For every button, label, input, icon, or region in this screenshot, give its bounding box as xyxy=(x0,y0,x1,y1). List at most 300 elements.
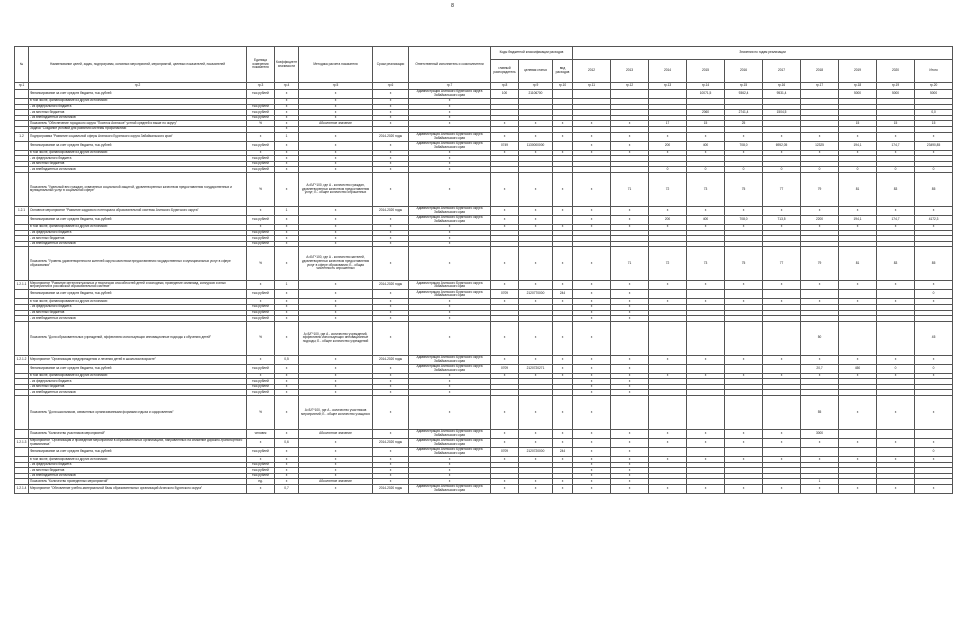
table-cell: х xyxy=(915,299,953,305)
table-cell: 73 xyxy=(687,247,725,281)
table-cell: х xyxy=(519,281,553,290)
table-cell: х xyxy=(553,396,573,430)
table-cell: х xyxy=(299,457,373,463)
table-cell: 0 xyxy=(877,364,915,373)
table-cell: х xyxy=(373,430,409,439)
table-cell xyxy=(553,90,573,99)
table-cell: х xyxy=(299,141,373,150)
table-cell: х xyxy=(573,355,611,364)
table-cell: х xyxy=(373,224,409,230)
row-name-cell: Подпрограмма "Развитие социальной сферы Агинского Бурятского округа Забайкальского края" xyxy=(29,132,247,141)
table-cell: х xyxy=(373,99,409,105)
table-cell: Администрация Агинского бурятского округа Забайкальского края xyxy=(409,90,491,99)
table-cell: % xyxy=(247,121,275,127)
table-cell: 9531,4 xyxy=(763,90,801,99)
table-cell xyxy=(687,321,725,355)
table-cell: 0 xyxy=(915,290,953,299)
table-cell: х xyxy=(649,206,687,215)
table-cell: х xyxy=(247,281,275,290)
table-cell: х xyxy=(611,439,649,448)
table-cell: х xyxy=(553,457,573,463)
table-cell: Абсолютное значение xyxy=(299,121,373,127)
table-cell: 50 xyxy=(801,321,839,355)
table-cell xyxy=(877,448,915,457)
table-cell: 0,0 xyxy=(915,110,953,116)
table-cell: х xyxy=(275,299,299,305)
table-cell: х xyxy=(839,299,877,305)
header-year: 2020 xyxy=(877,60,915,83)
table-cell: Абсолютное значение xyxy=(299,479,373,485)
table-cell: х xyxy=(687,206,725,215)
row-number-cell: 1.2.1 xyxy=(15,206,29,215)
row-name-cell: - из местных бюджетов xyxy=(29,468,247,474)
table-cell: 0709 xyxy=(491,290,519,299)
table-cell xyxy=(611,321,649,355)
header-budget-codes: Коды бюджетной классификации расходов xyxy=(491,47,573,60)
table-cell: 1 xyxy=(275,206,299,215)
table-cell: х xyxy=(409,310,491,316)
table-cell: х xyxy=(573,290,611,299)
table-cell: х xyxy=(519,206,553,215)
table-cell: х xyxy=(839,206,877,215)
header-grbs: главный распорядитель xyxy=(491,60,519,83)
table-cell: Администрация Агинского Бурятского округа Забайкальского края xyxy=(409,215,491,224)
table-cell: х xyxy=(275,316,299,322)
table-cell: х xyxy=(299,206,373,215)
table-cell: х xyxy=(409,316,491,322)
table-cell: тыс.рублей xyxy=(247,448,275,457)
table-row xyxy=(15,215,953,224)
table-cell xyxy=(611,396,649,430)
table-cell xyxy=(839,430,877,439)
table-cell: х xyxy=(611,299,649,305)
table-cell: х xyxy=(611,290,649,299)
table-cell: х xyxy=(877,355,915,364)
table-cell: х xyxy=(373,462,409,468)
table-cell: 15 xyxy=(687,121,725,127)
table-cell: 244 xyxy=(553,448,573,457)
row-number-cell: 1.2.1.1 xyxy=(15,281,29,290)
table-cell: х xyxy=(839,355,877,364)
table-cell: 15 xyxy=(915,121,953,127)
table-cell: 708,0 xyxy=(725,215,763,224)
table-cell: х xyxy=(409,373,491,379)
table-cell: 1130000000 xyxy=(519,141,553,150)
table-cell: х xyxy=(275,321,299,355)
table-cell: 0 xyxy=(649,167,687,173)
table-cell: х xyxy=(299,132,373,141)
table-cell: х xyxy=(409,172,491,206)
table-cell: х xyxy=(649,132,687,141)
table-cell: х xyxy=(801,132,839,141)
column-number: гр.15 xyxy=(725,83,763,90)
row-name-cell: Показатель "Обеспечение городского округа "Поселок Агинское" устной средней и выше по округу" xyxy=(29,121,247,127)
table-cell: х xyxy=(373,473,409,479)
table-cell: х xyxy=(687,485,725,494)
table-cell: Администрация Агинского Бурятского округа Забайкальского края xyxy=(409,448,491,457)
row-number-cell xyxy=(15,290,29,299)
table-cell: х xyxy=(373,172,409,206)
row-name-cell: - из внебюджетных источников xyxy=(29,241,247,247)
table-cell: х xyxy=(725,281,763,290)
table-cell: х xyxy=(611,373,649,379)
table-cell: х xyxy=(247,224,275,230)
table-cell: тыс.рублей xyxy=(247,316,275,322)
table-cell: х xyxy=(649,485,687,494)
table-cell: х xyxy=(247,299,275,305)
table-cell: х xyxy=(763,439,801,448)
row-number-cell xyxy=(15,141,29,150)
table-cell: х xyxy=(275,126,299,132)
table-cell: 0 xyxy=(687,167,725,173)
table-cell: 2060 xyxy=(687,110,725,116)
table-cell: х xyxy=(373,316,409,322)
table-cell: х xyxy=(573,316,611,322)
table-cell: х xyxy=(725,299,763,305)
table-cell: 0,5 xyxy=(275,355,299,364)
table-cell: х xyxy=(373,90,409,99)
table-cell: х xyxy=(409,396,491,430)
row-name-cell: Показатель "Удельный вес граждан, охваченных социальной защитой, удовлетворенных качеством предоставления государственных и муниципальных услуг в социальной сфере" xyxy=(29,172,247,206)
table-cell: х xyxy=(491,121,519,127)
column-number: гр.4 xyxy=(275,83,299,90)
row-name-cell: в том числе, финансирование из других источников: xyxy=(29,150,247,156)
table-cell: х xyxy=(801,485,839,494)
table-cell: х xyxy=(373,121,409,127)
table-cell xyxy=(687,364,725,373)
table-row xyxy=(15,448,953,457)
column-number: гр.12 xyxy=(611,83,649,90)
table-cell: х xyxy=(373,321,409,355)
table-cell xyxy=(877,290,915,299)
table-cell: Администрация Агинского Бурятского округа Забайкальского края xyxy=(409,290,491,299)
header-year: 2012 xyxy=(573,60,611,83)
table-cell: 45 xyxy=(915,321,953,355)
table-cell: х xyxy=(373,457,409,463)
table-cell: 81 xyxy=(839,247,877,281)
table-cell: х xyxy=(915,355,953,364)
table-cell: ед. xyxy=(247,479,275,485)
table-cell: х xyxy=(299,99,373,105)
table-cell: тыс.рублей xyxy=(247,104,275,110)
table-cell: х xyxy=(409,299,491,305)
row-name-cell: Мероприятие "Развитие интеллектуальных и творческих способностей детей и молодежи, проведение олимпиад, конкурсов и иных мероприятий в российской образовательной системе" xyxy=(29,281,247,290)
table-cell: х xyxy=(553,150,573,156)
table-cell: х xyxy=(573,396,611,430)
table-cell: х xyxy=(275,384,299,390)
table-cell: 2014-2020 годы xyxy=(373,355,409,364)
table-cell: х xyxy=(611,304,649,310)
table-cell: х xyxy=(573,479,611,485)
table-cell xyxy=(649,321,687,355)
table-cell: х xyxy=(275,310,299,316)
table-cell: х xyxy=(611,448,649,457)
table-cell: х xyxy=(573,172,611,206)
table-cell: х xyxy=(299,104,373,110)
table-cell xyxy=(725,290,763,299)
column-number: гр.10 xyxy=(553,83,573,90)
table-cell: х xyxy=(915,373,953,379)
header-vr: вид расходов xyxy=(553,60,573,83)
table-cell: человек xyxy=(247,430,275,439)
table-cell: 2120720271 xyxy=(519,364,553,373)
table-cell: х xyxy=(649,373,687,379)
table-cell: х xyxy=(763,355,801,364)
table-cell: х xyxy=(491,224,519,230)
table-cell xyxy=(915,430,953,439)
header-coef: Коэффициент значимости xyxy=(275,47,299,83)
row-name-cell: Финансирование за счет средств бюджета, тыс.рублей xyxy=(29,364,247,373)
table-cell: тыс.рублей xyxy=(247,304,275,310)
table-cell: х xyxy=(611,141,649,150)
table-cell: 0 xyxy=(915,448,953,457)
table-cell: х xyxy=(491,247,519,281)
table-cell: х xyxy=(491,215,519,224)
table-cell: х xyxy=(409,304,491,310)
table-cell: Администрация Агинского Бурятского округа Забайкальского края xyxy=(409,485,491,494)
column-number-row xyxy=(15,83,953,90)
row-name-cell: Финансирование за счет средств бюджета, тыс.рублей xyxy=(29,90,247,99)
table-cell: тыс.рублей xyxy=(247,141,275,150)
row-number-cell: 1.2 xyxy=(15,132,29,141)
table-cell: х xyxy=(573,379,611,385)
table-cell: х xyxy=(611,379,649,385)
row-number-cell xyxy=(15,247,29,281)
row-name-cell: Задача "Создание условий для развития системы профилактики xyxy=(29,126,247,132)
table-cell: х xyxy=(573,310,611,316)
column-number: гр.7 xyxy=(409,83,491,90)
table-cell: х xyxy=(247,206,275,215)
table-cell: х xyxy=(275,479,299,485)
table-cell: х xyxy=(409,479,491,485)
table-cell: х xyxy=(299,310,373,316)
table-cell: 77 xyxy=(763,247,801,281)
table-cell: х xyxy=(373,110,409,116)
table-cell: х xyxy=(275,430,299,439)
table-cell: х xyxy=(373,161,409,167)
row-name-cell: Мероприятие "Организация и проведение мероприятий в образовательных организациях, направленных на снижение дорожно-транспортного травматизма" xyxy=(29,439,247,448)
table-cell: А=Б/Г*100, где А - количество участников мероприятий; Б - общее количество учащихся xyxy=(299,396,373,430)
table-cell: 0709 xyxy=(491,448,519,457)
table-cell: 0749 xyxy=(491,141,519,150)
table-cell: 75 xyxy=(725,172,763,206)
table-cell: х xyxy=(763,430,801,439)
table-cell: 1 xyxy=(801,479,839,485)
table-cell: х xyxy=(877,299,915,305)
table-cell: х xyxy=(409,99,491,105)
table-cell: х xyxy=(491,396,519,430)
table-cell: х xyxy=(275,448,299,457)
row-name-cell: Мероприятие "Обновление учебно-материальной базы образовательных организаций Агинского Бурятского округа" xyxy=(29,485,247,494)
table-cell: х xyxy=(373,390,409,396)
table-cell: х xyxy=(763,457,801,463)
table-cell: х xyxy=(553,132,573,141)
table-cell: х xyxy=(877,457,915,463)
table-cell: х xyxy=(573,473,611,479)
table-cell: Абсолютное значение xyxy=(299,430,373,439)
table-cell: Администрация Агинского Бурятского округа Забайкальского края xyxy=(409,364,491,373)
table-cell: х xyxy=(299,224,373,230)
table-cell: тыс.рублей xyxy=(247,379,275,385)
row-number-cell xyxy=(15,430,29,439)
table-cell: х xyxy=(409,230,491,236)
table-cell xyxy=(725,321,763,355)
row-name-cell: - из местных бюджетов xyxy=(29,310,247,316)
table-row xyxy=(15,132,953,141)
table-cell: 20,7 xyxy=(801,364,839,373)
table-cell: 2120770000 xyxy=(519,290,553,299)
table-cell: х xyxy=(299,384,373,390)
table-cell: 1504,5 xyxy=(763,110,801,116)
table-cell: 2200 xyxy=(801,215,839,224)
table-cell: х xyxy=(373,479,409,485)
table-cell: х xyxy=(519,247,553,281)
table-cell: х xyxy=(611,479,649,485)
table-cell: х xyxy=(299,299,373,305)
table-cell: 72 xyxy=(649,247,687,281)
table-cell: х xyxy=(275,110,299,116)
table-cell: х xyxy=(299,390,373,396)
table-cell: х xyxy=(687,439,725,448)
column-number: гр.14 xyxy=(687,83,725,90)
row-name-cell: Показатель "Уровень удовлетворенности жителей округа качеством предоставления государственных и муниципальных услуг в сфере образования" xyxy=(29,247,247,281)
row-name-cell: в том числе, финансирование из других источников: xyxy=(29,457,247,463)
table-cell xyxy=(801,90,839,99)
table-cell: х xyxy=(611,150,649,156)
table-cell: х xyxy=(553,364,573,373)
table-cell: Администрация Агинского Бурятского округа Забайкальского края xyxy=(409,132,491,141)
table-cell: х xyxy=(725,355,763,364)
table-cell: 9362,4 xyxy=(725,90,763,99)
table-cell: х xyxy=(373,373,409,379)
table-cell: 72 xyxy=(649,172,687,206)
row-name-cell: Мероприятие "Организация предупреждения и лечения детей в школьном возрасте" xyxy=(29,355,247,364)
row-number-cell xyxy=(15,90,29,99)
table-cell: х xyxy=(247,373,275,379)
table-cell: х xyxy=(763,224,801,230)
table-cell: х xyxy=(573,448,611,457)
table-cell: х xyxy=(247,150,275,156)
row-name-cell: в том числе, финансирование из других источников: xyxy=(29,99,247,105)
table-cell: 0 xyxy=(839,167,877,173)
table-cell: х xyxy=(409,224,491,230)
table-cell: Администрация Агинского Бурятского округа Забайкальского края xyxy=(409,206,491,215)
table-cell: 0709 xyxy=(491,364,519,373)
table-cell: х xyxy=(649,430,687,439)
header-period: Сроки реализации xyxy=(373,47,409,83)
table-cell: х xyxy=(649,150,687,156)
row-number-cell xyxy=(15,172,29,206)
table-cell: х xyxy=(553,321,573,355)
table-cell: х xyxy=(687,299,725,305)
header-year: 2014 xyxy=(649,60,687,83)
table-cell: х xyxy=(877,396,915,430)
table-row xyxy=(15,290,953,299)
table-cell: 6952,05 xyxy=(763,141,801,150)
row-number-cell xyxy=(15,215,29,224)
table-cell: х xyxy=(299,215,373,224)
column-number: гр.5 xyxy=(299,83,373,90)
table-cell: х xyxy=(275,215,299,224)
table-row xyxy=(15,321,953,355)
table-cell: х xyxy=(611,121,649,127)
table-cell: х xyxy=(573,304,611,310)
table-cell: х xyxy=(247,485,275,494)
table-cell: А=Б/Г*100, где А - количество жителей, удовлетворенных качеством предоставления услуг в сфере образования; Б - общая численность опрошенных xyxy=(299,247,373,281)
table-cell: х xyxy=(573,141,611,150)
table-cell: х xyxy=(839,373,877,379)
table-cell: х xyxy=(801,457,839,463)
table-cell: х xyxy=(915,224,953,230)
header-year: 2017 xyxy=(763,60,801,83)
table-cell: 0,6 xyxy=(275,439,299,448)
table-cell: х xyxy=(519,224,553,230)
table-cell: х xyxy=(915,485,953,494)
table-cell: х xyxy=(573,439,611,448)
table-cell: 5000 xyxy=(877,90,915,99)
row-name-cell: в том числе, финансирование из других источников: xyxy=(29,299,247,305)
table-cell: тыс.рублей xyxy=(247,156,275,162)
table-cell: 71 xyxy=(611,247,649,281)
table-cell: х xyxy=(573,215,611,224)
table-cell: тыс.рублей xyxy=(247,390,275,396)
table-cell: 85 xyxy=(915,172,953,206)
table-cell xyxy=(573,90,611,99)
table-cell: х xyxy=(801,150,839,156)
table-cell: х xyxy=(725,485,763,494)
table-cell: х xyxy=(409,110,491,116)
table-cell: х xyxy=(573,485,611,494)
table-cell: х xyxy=(687,430,725,439)
row-name-cell: - из федерального бюджета xyxy=(29,462,247,468)
table-cell: х xyxy=(839,485,877,494)
table-cell: х xyxy=(611,473,649,479)
table-cell: х xyxy=(299,364,373,373)
table-cell: х xyxy=(491,373,519,379)
table-cell: х xyxy=(573,206,611,215)
table-cell: х xyxy=(373,156,409,162)
table-cell xyxy=(763,448,801,457)
table-row xyxy=(15,485,953,494)
table-cell: х xyxy=(373,241,409,247)
table-cell: 0 xyxy=(725,167,763,173)
table-cell: 77 xyxy=(763,172,801,206)
table-cell: х xyxy=(801,373,839,379)
table-cell: х xyxy=(519,299,553,305)
table-cell: х xyxy=(553,479,573,485)
table-cell: х xyxy=(409,457,491,463)
table-cell: х xyxy=(491,150,519,156)
table-cell: х xyxy=(611,310,649,316)
column-number: гр.6 xyxy=(373,83,409,90)
table-cell: х xyxy=(839,224,877,230)
table-cell: х xyxy=(299,379,373,385)
table-cell: х xyxy=(763,132,801,141)
table-cell: 0 xyxy=(763,167,801,173)
table-cell: х xyxy=(299,290,373,299)
table-cell: х xyxy=(877,439,915,448)
table-cell: х xyxy=(553,299,573,305)
table-cell: х xyxy=(299,161,373,167)
table-cell: х xyxy=(373,364,409,373)
table-cell: х xyxy=(299,230,373,236)
row-name-cell: - из внебюджетных источников xyxy=(29,167,247,173)
table-cell: х xyxy=(573,224,611,230)
table-cell xyxy=(687,396,725,430)
table-cell: х xyxy=(611,462,649,468)
header-years: Значения по годам реализации xyxy=(573,47,953,60)
table-cell: х xyxy=(573,457,611,463)
